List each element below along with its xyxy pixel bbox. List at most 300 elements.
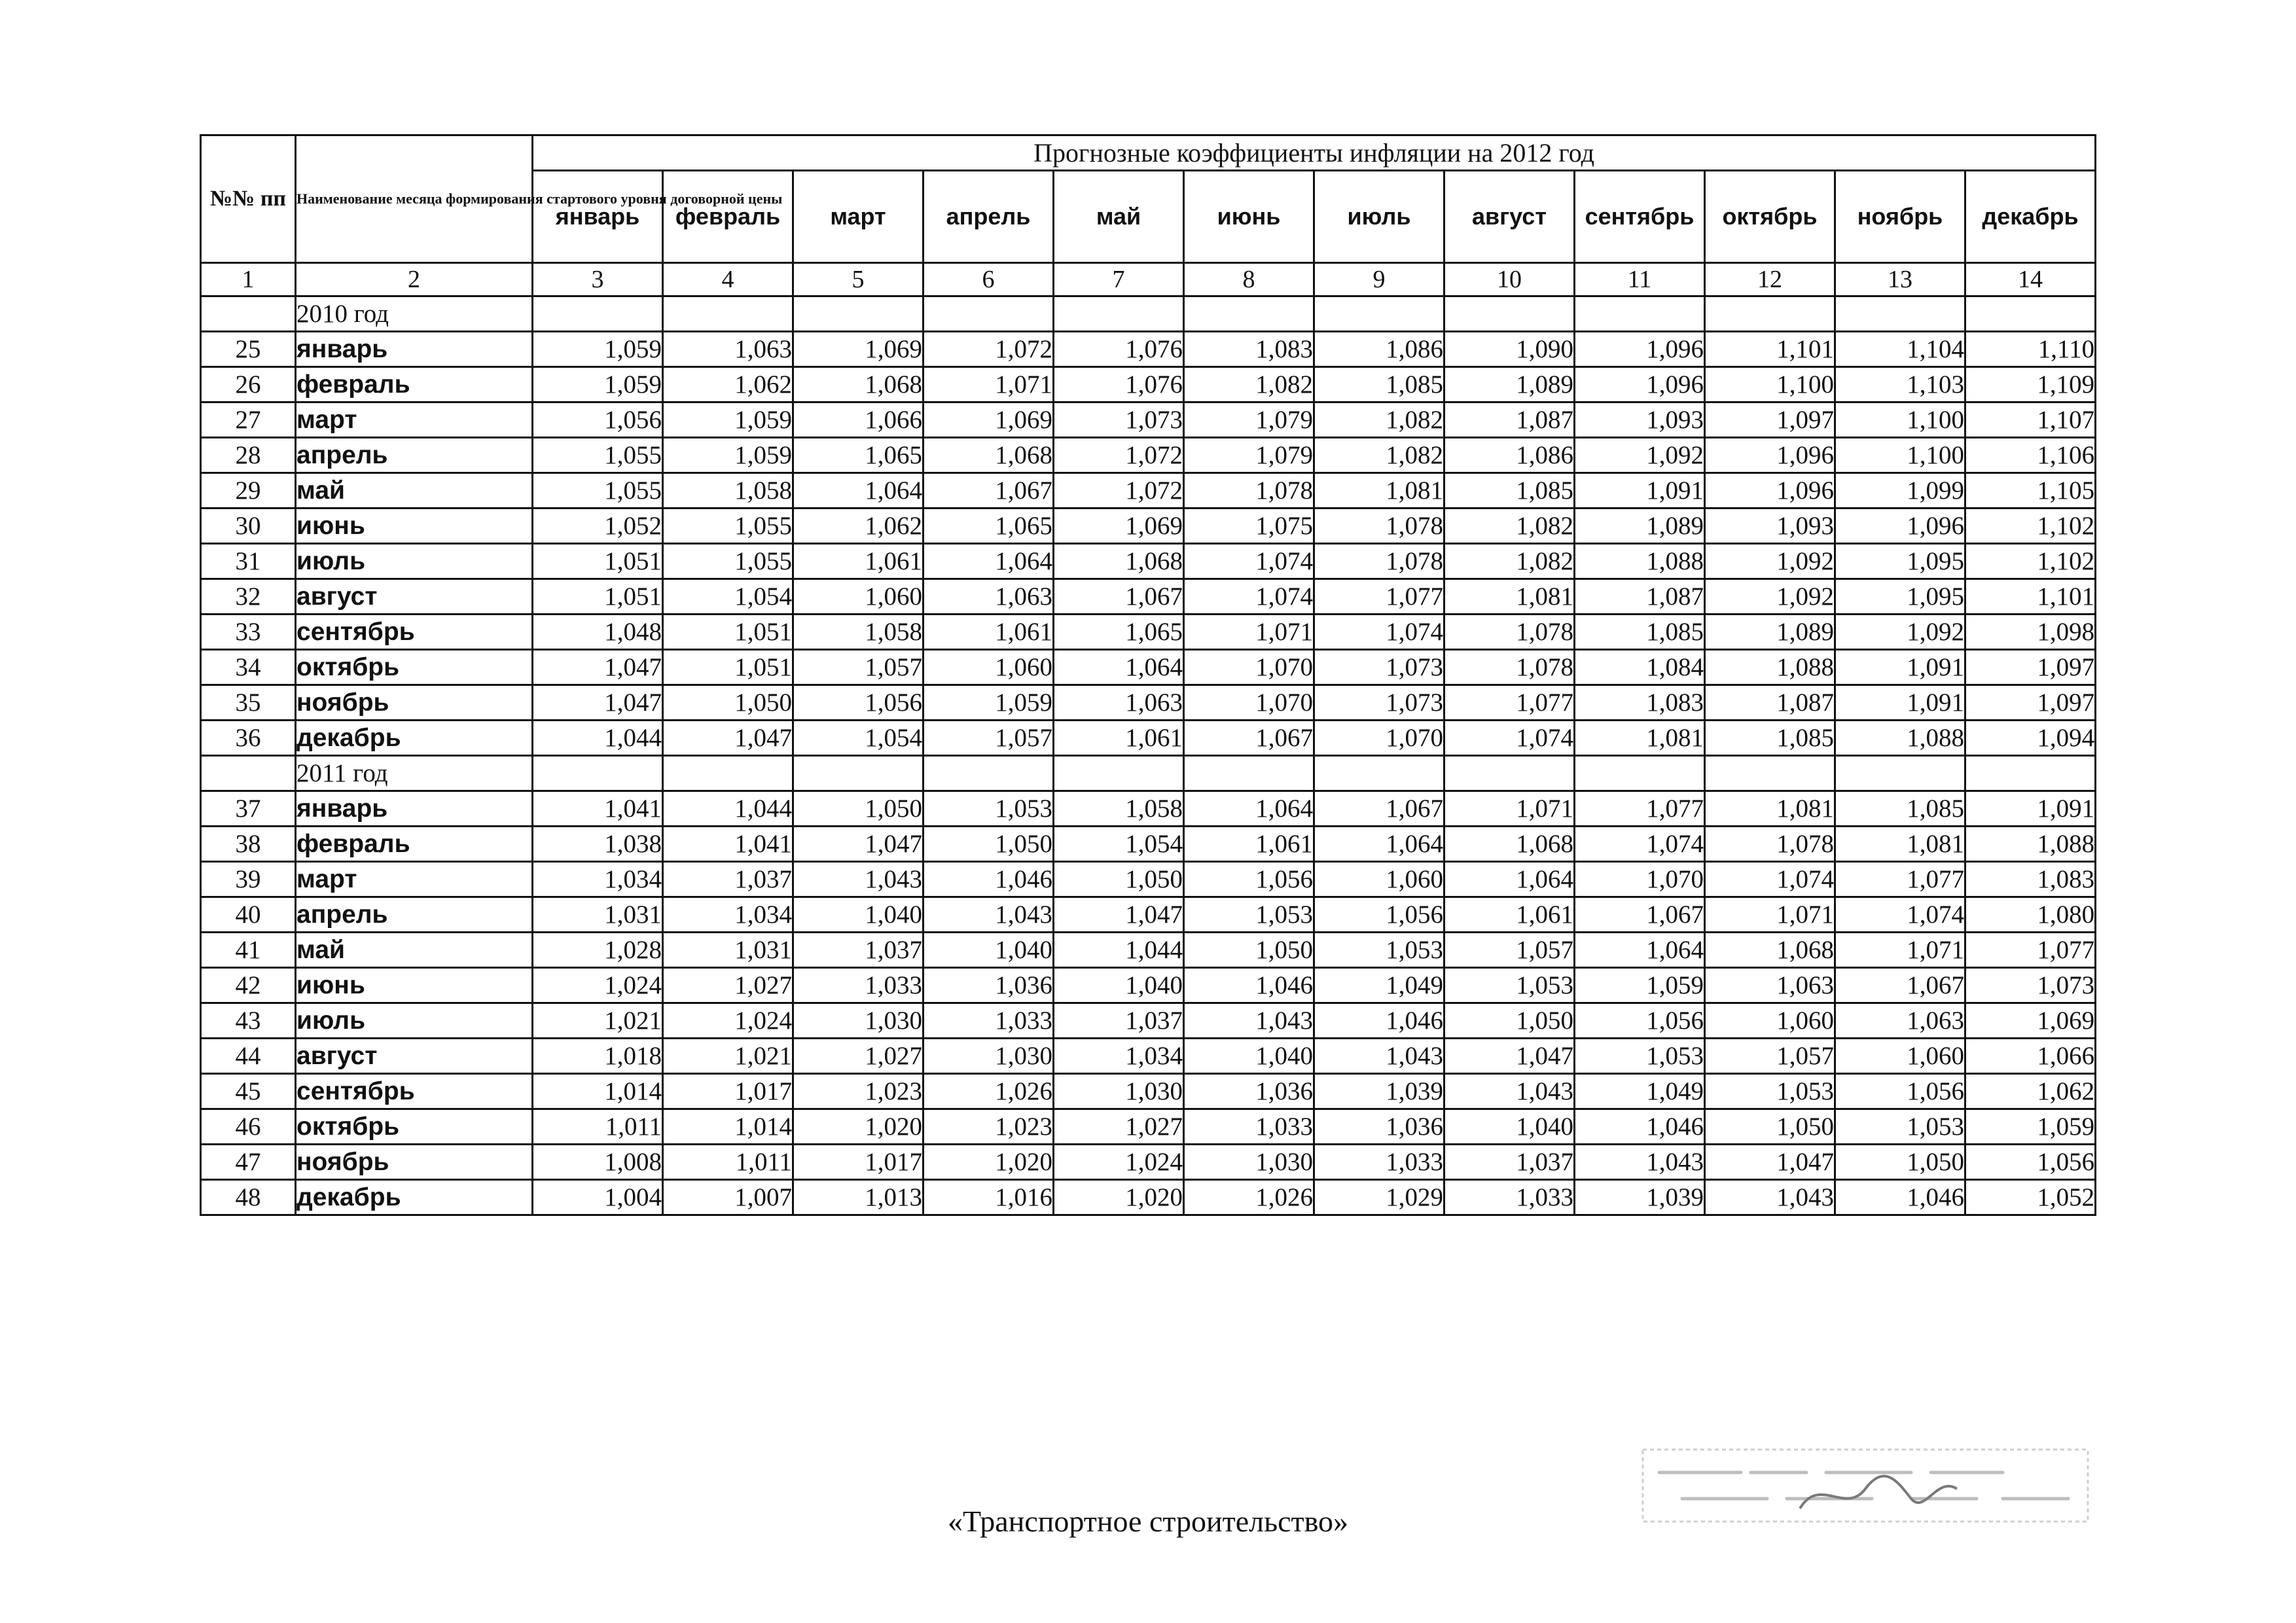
- row-month-name: февраль: [296, 367, 533, 402]
- coefficient-cell: 1,014: [533, 1074, 663, 1109]
- coefficient-cell: 1,073: [1965, 968, 2096, 1003]
- coefficient-cell: 1,021: [663, 1039, 793, 1074]
- coefficient-cell: 1,057: [1705, 1039, 1835, 1074]
- table-row: [201, 933, 2096, 968]
- column-number: 10: [1444, 263, 1575, 296]
- coefficient-cell: 1,097: [1965, 685, 2096, 721]
- coefficient-cell: 1,044: [1054, 933, 1184, 968]
- coefficient-cell: 1,061: [793, 544, 924, 579]
- coefficient-cell: 1,056: [1575, 1003, 1705, 1039]
- coefficient-cell: 1,026: [1184, 1180, 1314, 1215]
- coefficient-cell: 1,011: [663, 1145, 793, 1180]
- coefficient-cell: 1,067: [1314, 791, 1444, 827]
- year-row-empty-cell: [533, 296, 663, 332]
- coefficient-cell: 1,093: [1575, 402, 1705, 438]
- coefficient-cell: 1,056: [1835, 1074, 1965, 1109]
- coefficient-cell: 1,050: [1444, 1003, 1575, 1039]
- coefficient-cell: 1,071: [1444, 791, 1575, 827]
- header-month-3: март: [793, 171, 924, 263]
- year-label: 2011 год: [296, 756, 533, 791]
- column-number: 7: [1054, 263, 1184, 296]
- coefficient-cell: 1,088: [1705, 650, 1835, 685]
- table-row: [201, 579, 2096, 615]
- coefficient-cell: 1,037: [1054, 1003, 1184, 1039]
- coefficient-cell: 1,085: [1835, 791, 1965, 827]
- table-header: [201, 135, 2096, 296]
- coefficient-cell: 1,079: [1184, 402, 1314, 438]
- column-number: 13: [1835, 263, 1965, 296]
- year-row-empty-cell: [1835, 756, 1965, 791]
- coefficient-cell: 1,064: [1575, 933, 1705, 968]
- coefficient-cell: 1,034: [663, 897, 793, 933]
- coefficient-cell: 1,094: [1965, 721, 2096, 756]
- coefficient-cell: 1,052: [1965, 1180, 2096, 1215]
- coefficient-cell: 1,101: [1705, 332, 1835, 367]
- coefficient-cell: 1,079: [1184, 438, 1314, 473]
- year-row-empty-cell: [1575, 756, 1705, 791]
- table-row: [201, 473, 2096, 508]
- coefficient-cell: 1,031: [533, 897, 663, 933]
- coefficient-cell: 1,065: [1054, 615, 1184, 650]
- coefficient-cell: 1,095: [1835, 579, 1965, 615]
- row-month-name: август: [296, 1039, 533, 1074]
- coefficient-cell: 1,074: [1184, 544, 1314, 579]
- coefficient-cell: 1,089: [1444, 367, 1575, 402]
- coefficient-cell: 1,030: [924, 1039, 1054, 1074]
- coefficient-cell: 1,014: [663, 1109, 793, 1145]
- coefficient-cell: 1,068: [793, 367, 924, 402]
- row-month-name: август: [296, 579, 533, 615]
- coefficient-cell: 1,053: [1444, 968, 1575, 1003]
- row-number: 30: [201, 508, 296, 544]
- row-month-name: март: [296, 402, 533, 438]
- coefficient-cell: 1,104: [1835, 332, 1965, 367]
- column-number: 12: [1705, 263, 1835, 296]
- coefficient-cell: 1,046: [1575, 1109, 1705, 1145]
- year-group-row: [201, 756, 2096, 791]
- coefficient-cell: 1,023: [793, 1074, 924, 1109]
- coefficient-cell: 1,095: [1835, 544, 1965, 579]
- coefficient-cell: 1,027: [1054, 1109, 1184, 1145]
- coefficient-cell: 1,041: [663, 827, 793, 862]
- header-month-name: Наименование месяца формирования стартового уровня договорной цены: [296, 135, 533, 263]
- coefficient-cell: 1,078: [1705, 827, 1835, 862]
- coefficient-cell: 1,027: [793, 1039, 924, 1074]
- coefficient-cell: 1,034: [1054, 1039, 1184, 1074]
- coefficient-cell: 1,048: [533, 615, 663, 650]
- coefficient-cell: 1,071: [1184, 615, 1314, 650]
- table-row: [201, 685, 2096, 721]
- row-number: 38: [201, 827, 296, 862]
- coefficient-cell: 1,076: [1054, 332, 1184, 367]
- header-row-number: №№ пп: [201, 135, 296, 263]
- row-number: 32: [201, 579, 296, 615]
- coefficient-cell: 1,070: [1184, 685, 1314, 721]
- coefficient-cell: 1,063: [1705, 968, 1835, 1003]
- coefficient-cell: 1,107: [1965, 402, 2096, 438]
- coefficient-cell: 1,013: [793, 1180, 924, 1215]
- coefficient-cell: 1,085: [1575, 615, 1705, 650]
- coefficient-cell: 1,050: [1184, 933, 1314, 968]
- header-month-9: сентябрь: [1575, 171, 1705, 263]
- coefficient-cell: 1,060: [924, 650, 1054, 685]
- coefficient-cell: 1,038: [533, 827, 663, 862]
- coefficient-cell: 1,076: [1054, 367, 1184, 402]
- coefficient-cell: 1,050: [1054, 862, 1184, 897]
- coefficient-cell: 1,089: [1575, 508, 1705, 544]
- coefficient-cell: 1,082: [1314, 438, 1444, 473]
- coefficient-cell: 1,096: [1575, 332, 1705, 367]
- coefficient-cell: 1,069: [1965, 1003, 2096, 1039]
- coefficient-cell: 1,004: [533, 1180, 663, 1215]
- coefficient-cell: 1,091: [1835, 650, 1965, 685]
- coefficient-cell: 1,086: [1314, 332, 1444, 367]
- coefficient-cell: 1,074: [1184, 579, 1314, 615]
- coefficient-cell: 1,082: [1184, 367, 1314, 402]
- coefficient-cell: 1,064: [1184, 791, 1314, 827]
- coefficient-cell: 1,059: [1575, 968, 1705, 1003]
- coefficient-cell: 1,050: [793, 791, 924, 827]
- coefficient-cell: 1,028: [533, 933, 663, 968]
- coefficient-cell: 1,077: [1314, 579, 1444, 615]
- table-body: [201, 296, 2096, 1215]
- year-row-empty-cell: [1835, 296, 1965, 332]
- year-row-empty-cell: [201, 296, 296, 332]
- table-row: [201, 1145, 2096, 1180]
- coefficient-cell: 1,078: [1314, 508, 1444, 544]
- coefficient-cell: 1,073: [1054, 402, 1184, 438]
- header-month-8: август: [1444, 171, 1575, 263]
- row-number: 44: [201, 1039, 296, 1074]
- coefficient-cell: 1,065: [793, 438, 924, 473]
- coefficient-cell: 1,067: [1835, 968, 1965, 1003]
- coefficient-cell: 1,053: [1705, 1074, 1835, 1109]
- coefficient-cell: 1,047: [533, 650, 663, 685]
- coefficient-cell: 1,087: [1575, 579, 1705, 615]
- coefficient-cell: 1,063: [1835, 1003, 1965, 1039]
- row-month-name: июль: [296, 1003, 533, 1039]
- row-number: 34: [201, 650, 296, 685]
- coefficient-cell: 1,097: [1705, 402, 1835, 438]
- coefficient-cell: 1,037: [793, 933, 924, 968]
- coefficient-cell: 1,064: [1054, 650, 1184, 685]
- coefficient-cell: 1,075: [1184, 508, 1314, 544]
- header-month-12: декабрь: [1965, 171, 2096, 263]
- coefficient-cell: 1,061: [924, 615, 1054, 650]
- coefficient-cell: 1,081: [1575, 721, 1705, 756]
- coefficient-cell: 1,051: [663, 650, 793, 685]
- year-row-empty-cell: [1575, 296, 1705, 332]
- coefficient-cell: 1,072: [1054, 473, 1184, 508]
- coefficient-cell: 1,051: [533, 544, 663, 579]
- coefficient-cell: 1,053: [1835, 1109, 1965, 1145]
- coefficient-cell: 1,071: [1705, 897, 1835, 933]
- coefficient-cell: 1,077: [1965, 933, 2096, 968]
- coefficient-cell: 1,100: [1835, 438, 1965, 473]
- coefficient-cell: 1,084: [1575, 650, 1705, 685]
- coefficient-cell: 1,080: [1965, 897, 2096, 933]
- coefficient-cell: 1,051: [663, 615, 793, 650]
- coefficient-cell: 1,086: [1444, 438, 1575, 473]
- row-month-name: январь: [296, 332, 533, 367]
- coefficient-cell: 1,078: [1314, 544, 1444, 579]
- coefficient-cell: 1,036: [1314, 1109, 1444, 1145]
- coefficient-cell: 1,056: [793, 685, 924, 721]
- year-row-empty-cell: [1965, 296, 2096, 332]
- coefficient-cell: 1,047: [793, 827, 924, 862]
- coefficient-cell: 1,057: [1444, 933, 1575, 968]
- table-row: [201, 968, 2096, 1003]
- coefficient-cell: 1,096: [1575, 367, 1705, 402]
- coefficient-cell: 1,043: [1314, 1039, 1444, 1074]
- coefficient-cell: 1,043: [1575, 1145, 1705, 1180]
- coefficient-cell: 1,033: [1314, 1145, 1444, 1180]
- year-row-empty-cell: [663, 756, 793, 791]
- coefficient-cell: 1,040: [793, 897, 924, 933]
- coefficient-cell: 1,069: [1054, 508, 1184, 544]
- header-month-6: июнь: [1184, 171, 1314, 263]
- coefficient-cell: 1,100: [1705, 367, 1835, 402]
- coefficient-cell: 1,049: [1314, 968, 1444, 1003]
- row-month-name: июль: [296, 544, 533, 579]
- coefficient-cell: 1,096: [1705, 438, 1835, 473]
- table-row: [201, 332, 2096, 367]
- coefficient-cell: 1,057: [924, 721, 1054, 756]
- coefficient-cell: 1,062: [1965, 1074, 2096, 1109]
- row-month-name: апрель: [296, 897, 533, 933]
- coefficient-cell: 1,071: [924, 367, 1054, 402]
- coefficient-cell: 1,056: [533, 402, 663, 438]
- table-row: [201, 438, 2096, 473]
- coefficient-cell: 1,099: [1835, 473, 1965, 508]
- coefficient-cell: 1,043: [1444, 1074, 1575, 1109]
- coefficient-cell: 1,091: [1965, 791, 2096, 827]
- coefficient-cell: 1,047: [1054, 897, 1184, 933]
- coefficient-cell: 1,050: [1835, 1145, 1965, 1180]
- coefficient-cell: 1,074: [1314, 615, 1444, 650]
- year-row-empty-cell: [793, 756, 924, 791]
- row-month-name: декабрь: [296, 1180, 533, 1215]
- coefficient-cell: 1,063: [1054, 685, 1184, 721]
- row-number: 29: [201, 473, 296, 508]
- coefficient-cell: 1,050: [1705, 1109, 1835, 1145]
- column-number: 3: [533, 263, 663, 296]
- coefficient-cell: 1,101: [1965, 579, 2096, 615]
- coefficient-cell: 1,026: [924, 1074, 1054, 1109]
- coefficient-cell: 1,034: [533, 862, 663, 897]
- coefficient-cell: 1,024: [533, 968, 663, 1003]
- coefficient-cell: 1,091: [1575, 473, 1705, 508]
- coefficient-cell: 1,029: [1314, 1180, 1444, 1215]
- coefficient-cell: 1,082: [1444, 544, 1575, 579]
- coefficient-cell: 1,091: [1835, 685, 1965, 721]
- coefficient-cell: 1,090: [1444, 332, 1575, 367]
- coefficient-cell: 1,039: [1575, 1180, 1705, 1215]
- coefficient-cell: 1,056: [1314, 897, 1444, 933]
- coefficient-cell: 1,043: [1705, 1180, 1835, 1215]
- coefficient-cell: 1,018: [533, 1039, 663, 1074]
- coefficient-cell: 1,081: [1314, 473, 1444, 508]
- coefficient-cell: 1,058: [663, 473, 793, 508]
- coefficient-cell: 1,077: [1575, 791, 1705, 827]
- coefficient-cell: 1,082: [1314, 402, 1444, 438]
- coefficient-cell: 1,047: [663, 721, 793, 756]
- coefficient-cell: 1,040: [1054, 968, 1184, 1003]
- coefficient-cell: 1,030: [1054, 1074, 1184, 1109]
- coefficient-cell: 1,046: [1184, 968, 1314, 1003]
- organization-title: «Транспортное строительство»: [947, 1505, 1349, 1538]
- year-row-empty-cell: [1184, 756, 1314, 791]
- coefficient-cell: 1,054: [1054, 827, 1184, 862]
- coefficient-cell: 1,053: [1184, 897, 1314, 933]
- coefficient-cell: 1,023: [924, 1109, 1054, 1145]
- coefficient-cell: 1,067: [1575, 897, 1705, 933]
- coefficient-cell: 1,039: [1314, 1074, 1444, 1109]
- inflation-coefficient-table: [200, 134, 2096, 1216]
- row-month-name: сентябрь: [296, 1074, 533, 1109]
- row-number: 31: [201, 544, 296, 579]
- row-number: 35: [201, 685, 296, 721]
- row-month-name: декабрь: [296, 721, 533, 756]
- column-number: 14: [1965, 263, 2096, 296]
- row-number: 26: [201, 367, 296, 402]
- coefficient-cell: 1,049: [1575, 1074, 1705, 1109]
- coefficient-cell: 1,081: [1444, 579, 1575, 615]
- coefficient-cell: 1,037: [663, 862, 793, 897]
- coefficient-cell: 1,068: [1444, 827, 1575, 862]
- row-number: 42: [201, 968, 296, 1003]
- coefficient-cell: 1,017: [663, 1074, 793, 1109]
- column-numbers-row: [201, 263, 2096, 296]
- coefficient-cell: 1,102: [1965, 508, 2096, 544]
- coefficient-cell: 1,078: [1184, 473, 1314, 508]
- coefficient-cell: 1,059: [924, 685, 1054, 721]
- table-row: [201, 544, 2096, 579]
- row-number: 40: [201, 897, 296, 933]
- header-month-7: июль: [1314, 171, 1444, 263]
- coefficient-cell: 1,083: [1184, 332, 1314, 367]
- header-month-11: ноябрь: [1835, 171, 1965, 263]
- coefficient-cell: 1,077: [1835, 862, 1965, 897]
- coefficient-cell: 1,096: [1835, 508, 1965, 544]
- coefficient-cell: 1,071: [1835, 933, 1965, 968]
- row-month-name: ноябрь: [296, 685, 533, 721]
- table-row: [201, 862, 2096, 897]
- coefficient-cell: 1,085: [1314, 367, 1444, 402]
- coefficient-cell: 1,052: [533, 508, 663, 544]
- row-month-name: октябрь: [296, 1109, 533, 1145]
- row-month-name: сентябрь: [296, 615, 533, 650]
- coefficient-cell: 1,087: [1444, 402, 1575, 438]
- row-month-name: март: [296, 862, 533, 897]
- year-row-empty-cell: [1444, 296, 1575, 332]
- coefficient-cell: 1,030: [1184, 1145, 1314, 1180]
- coefficient-cell: 1,067: [1054, 579, 1184, 615]
- coefficient-cell: 1,070: [1575, 862, 1705, 897]
- coefficient-cell: 1,077: [1444, 685, 1575, 721]
- coefficient-cell: 1,096: [1705, 473, 1835, 508]
- row-number: 47: [201, 1145, 296, 1180]
- coefficient-cell: 1,040: [1444, 1109, 1575, 1145]
- coefficient-cell: 1,074: [1575, 827, 1705, 862]
- coefficient-cell: 1,060: [1835, 1039, 1965, 1074]
- column-number: 1: [201, 263, 296, 296]
- year-row-empty-cell: [201, 756, 296, 791]
- header-month-1: январь: [533, 171, 663, 263]
- coefficient-cell: 1,066: [793, 402, 924, 438]
- coefficient-cell: 1,109: [1965, 367, 2096, 402]
- coefficient-cell: 1,063: [663, 332, 793, 367]
- coefficient-cell: 1,050: [924, 827, 1054, 862]
- table-row: [201, 827, 2096, 862]
- coefficient-cell: 1,083: [1965, 862, 2096, 897]
- coefficient-cell: 1,021: [533, 1003, 663, 1039]
- table-row: [201, 402, 2096, 438]
- coefficient-cell: 1,088: [1575, 544, 1705, 579]
- row-month-name: июнь: [296, 508, 533, 544]
- coefficient-cell: 1,053: [1575, 1039, 1705, 1074]
- row-number: 27: [201, 402, 296, 438]
- coefficient-cell: 1,058: [1054, 791, 1184, 827]
- year-row-empty-cell: [793, 296, 924, 332]
- coefficient-cell: 1,033: [1184, 1109, 1314, 1145]
- coefficient-cell: 1,082: [1444, 508, 1575, 544]
- column-number: 11: [1575, 263, 1705, 296]
- coefficient-cell: 1,056: [1184, 862, 1314, 897]
- header-month-10: октябрь: [1705, 171, 1835, 263]
- coefficient-cell: 1,020: [924, 1145, 1054, 1180]
- table-row: [201, 1039, 2096, 1074]
- coefficient-cell: 1,061: [1444, 897, 1575, 933]
- coefficient-cell: 1,068: [924, 438, 1054, 473]
- coefficient-cell: 1,068: [1054, 544, 1184, 579]
- year-row-empty-cell: [1705, 756, 1835, 791]
- coefficient-cell: 1,020: [1054, 1180, 1184, 1215]
- coefficient-cell: 1,056: [1965, 1145, 2096, 1180]
- coefficient-cell: 1,047: [1705, 1145, 1835, 1180]
- coefficient-cell: 1,037: [1444, 1145, 1575, 1180]
- header-month-5: май: [1054, 171, 1184, 263]
- coefficient-cell: 1,078: [1444, 615, 1575, 650]
- coefficient-cell: 1,058: [793, 615, 924, 650]
- coefficient-cell: 1,043: [793, 862, 924, 897]
- coefficient-cell: 1,055: [533, 473, 663, 508]
- coefficient-cell: 1,105: [1965, 473, 2096, 508]
- coefficient-cell: 1,054: [663, 579, 793, 615]
- table-row: [201, 367, 2096, 402]
- coefficient-cell: 1,044: [663, 791, 793, 827]
- year-row-empty-cell: [1705, 296, 1835, 332]
- coefficient-cell: 1,061: [1054, 721, 1184, 756]
- coefficient-cell: 1,067: [1184, 721, 1314, 756]
- coefficient-cell: 1,072: [1054, 438, 1184, 473]
- coefficient-cell: 1,092: [1575, 438, 1705, 473]
- coefficient-cell: 1,106: [1965, 438, 2096, 473]
- coefficient-cell: 1,078: [1444, 650, 1575, 685]
- year-row-empty-cell: [1965, 756, 2096, 791]
- coefficient-cell: 1,059: [533, 332, 663, 367]
- coefficient-cell: 1,033: [793, 968, 924, 1003]
- coefficient-cell: 1,059: [533, 367, 663, 402]
- coefficient-cell: 1,030: [793, 1003, 924, 1039]
- coefficient-cell: 1,081: [1835, 827, 1965, 862]
- header-month-4: апрель: [924, 171, 1054, 263]
- coefficient-cell: 1,060: [1705, 1003, 1835, 1039]
- coefficient-cell: 1,065: [924, 508, 1054, 544]
- coefficient-cell: 1,044: [533, 721, 663, 756]
- year-row-empty-cell: [924, 756, 1054, 791]
- coefficient-cell: 1,050: [663, 685, 793, 721]
